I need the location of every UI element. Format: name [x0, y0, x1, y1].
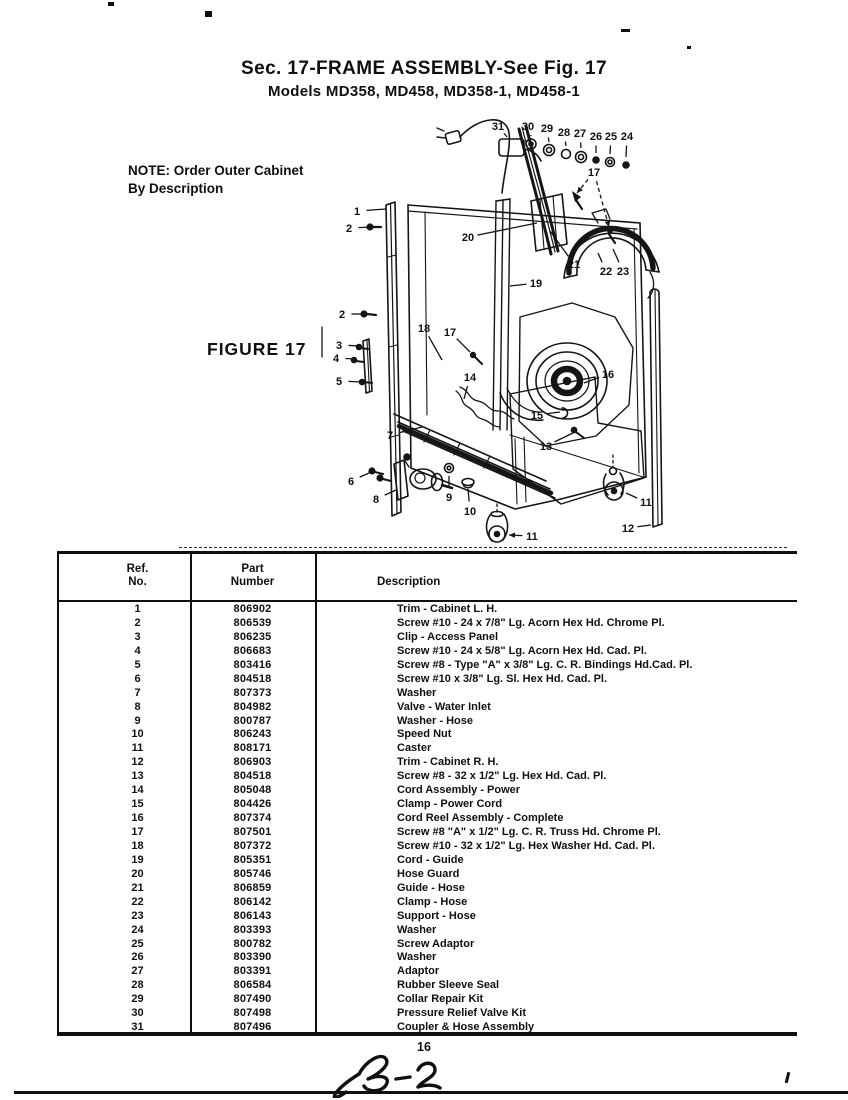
cell-part: 803390 — [233, 951, 272, 964]
table-row — [59, 979, 797, 993]
cell-ref: 21 — [131, 881, 144, 894]
table-row — [59, 715, 797, 729]
scan-mark — [785, 1072, 790, 1083]
figure-callout: 17 — [443, 327, 457, 339]
callout-leader — [510, 284, 527, 286]
callout-leader — [565, 141, 566, 146]
table-row — [59, 951, 797, 965]
figure-callout: 6 — [347, 476, 355, 488]
figure-callout: 3 — [335, 340, 343, 352]
table-row — [59, 1021, 797, 1035]
callout-leader — [358, 227, 372, 228]
figure-callout: 7 — [386, 430, 394, 442]
table-row — [59, 659, 797, 673]
table-row — [59, 938, 797, 952]
callout-leader — [348, 345, 360, 346]
callout-leader — [626, 493, 637, 498]
cell-part: 807373 — [233, 686, 272, 699]
cell-desc: Screw #8 "A" x 1/2" Lg. C. R. Truss Hd. Chrome Pl. — [397, 826, 661, 838]
figure-callout: 22 — [599, 266, 613, 278]
cell-part: 806235 — [233, 630, 272, 643]
table-row — [59, 924, 797, 938]
table-row — [59, 965, 797, 979]
cell-desc: Trim - Cabinet R. H. — [397, 756, 499, 769]
cell-part: 806243 — [233, 728, 272, 741]
cell-desc: Clamp - Power Cord — [397, 798, 503, 811]
cell-ref: 23 — [131, 909, 144, 922]
table-row — [59, 812, 797, 826]
table-row — [59, 673, 797, 687]
cell-ref: 24 — [131, 923, 144, 936]
cell-part: 806859 — [233, 881, 272, 894]
cell-ref: 19 — [131, 853, 144, 866]
scan-speck — [687, 46, 691, 49]
figure-callout: 8 — [372, 494, 380, 506]
cell-desc: Trim - Cabinet L. H. — [397, 603, 498, 615]
cell-desc: Screw #8 - Type "A" x 3/8" Lg. C. R. Bindings Hd.Cad. Pl. — [397, 658, 693, 671]
table-row — [59, 882, 797, 896]
order-note — [128, 162, 304, 198]
cell-part: 805746 — [233, 867, 272, 880]
cell-part: 804518 — [233, 672, 272, 685]
table-row — [59, 910, 797, 924]
callout-leader — [366, 209, 386, 210]
cell-desc: Pressure Relief Valve Kit — [397, 1007, 527, 1020]
cell-ref: 25 — [131, 937, 144, 950]
cell-ref: 4 — [134, 644, 141, 657]
callout-leader — [548, 137, 549, 142]
cell-ref: 31 — [131, 1021, 144, 1034]
cell-part: 807372 — [233, 839, 272, 852]
cell-desc: Washer — [397, 923, 437, 936]
cell-desc: Support - Hose — [397, 909, 476, 922]
cell-desc: Washer — [397, 951, 437, 964]
figure-callout: 20 — [461, 232, 475, 244]
cell-desc: Hose Guard — [397, 867, 460, 880]
figure-callout: 28 — [557, 127, 571, 139]
cell-desc: Rubber Sleeve Seal — [397, 979, 500, 992]
cell-ref: 15 — [131, 798, 144, 811]
scan-speck — [621, 29, 630, 32]
title-block — [0, 57, 848, 102]
figure-callout: 17 — [587, 167, 601, 179]
figure-callout: 4 — [332, 353, 340, 365]
cell-desc: Washer - Hose — [397, 714, 474, 727]
cell-part: 806142 — [233, 895, 272, 908]
note-line1: NOTE: Order Outer Cabinet — [128, 163, 304, 178]
table-row — [59, 826, 797, 840]
cell-part: 806584 — [233, 979, 272, 992]
cell-ref: 18 — [131, 839, 144, 852]
figure-callout: 16 — [601, 369, 615, 381]
cell-ref: 10 — [131, 728, 144, 741]
callout-arrowhead — [509, 532, 515, 538]
cell-part: 805048 — [233, 784, 272, 797]
figure-callout: 12 — [621, 523, 635, 535]
cell-desc: Screw #8 - 32 x 1/2" Lg. Hex Hd. Cad. Pl. — [397, 770, 607, 783]
cell-ref: 2 — [134, 616, 141, 629]
cell-ref: 13 — [131, 770, 144, 783]
figure-callout: 13 — [539, 441, 553, 453]
table-row — [59, 687, 797, 701]
table-header — [59, 554, 797, 602]
cell-ref: 14 — [131, 784, 144, 797]
scan-speck — [205, 11, 212, 17]
cell-ref: 7 — [134, 686, 141, 699]
cell-part: 804426 — [233, 798, 272, 811]
cell-part: 806539 — [233, 616, 272, 629]
figure-callout: 25 — [604, 131, 618, 143]
table-row — [59, 742, 797, 756]
cell-part: 806902 — [233, 603, 272, 615]
cell-desc: Washer — [397, 686, 437, 699]
cell-part: 807374 — [233, 812, 272, 825]
cell-part: 808171 — [233, 742, 272, 755]
figure-callout: 15 — [530, 410, 544, 422]
figure-callout: 27 — [573, 128, 587, 140]
cell-ref: 11 — [131, 742, 144, 755]
cell-part: 803416 — [233, 658, 272, 671]
cell-desc: Clip - Access Panel — [397, 630, 499, 643]
cell-part: 803391 — [233, 965, 272, 978]
cell-desc: Screw #10 x 3/8" Lg. Sl. Hex Hd. Cad. Pl. — [397, 672, 608, 685]
figure-callout: 23 — [616, 266, 630, 278]
figure-callout: 10 — [463, 506, 477, 518]
cell-part: 807501 — [233, 826, 272, 838]
table-row — [59, 868, 797, 882]
parts-table — [57, 551, 797, 1036]
figure-callout: 30 — [521, 121, 535, 133]
table-row — [59, 784, 797, 798]
callout-leader — [348, 381, 362, 382]
cell-desc: Screw Adaptor — [397, 937, 475, 950]
callout-leader — [546, 412, 560, 414]
cell-desc: Valve - Water Inlet — [397, 700, 491, 713]
figure-callout: 11 — [640, 497, 652, 509]
table-row — [59, 798, 797, 812]
cell-desc: Clamp - Hose — [397, 895, 468, 908]
table-row — [59, 896, 797, 910]
cell-ref: 22 — [131, 895, 144, 908]
callout-leader — [504, 133, 507, 137]
cell-desc: Screw #10 - 32 x 1/2" Lg. Hex Washer Hd. Cad. Pl. — [397, 839, 655, 852]
table-row — [59, 854, 797, 868]
cell-part: 807498 — [233, 1007, 272, 1020]
cell-part: 807490 — [233, 993, 272, 1006]
header-part-number: Part Number — [230, 563, 275, 588]
cell-part: 800782 — [233, 937, 272, 950]
cell-part: 805351 — [233, 853, 272, 866]
page-number: 16 — [417, 1040, 431, 1054]
cell-desc: Cord Reel Assembly - Complete — [397, 812, 564, 825]
callout-leader — [598, 253, 602, 262]
table-row — [59, 701, 797, 715]
cell-part: 800787 — [233, 714, 272, 727]
table-row — [59, 993, 797, 1007]
cell-desc: Speed Nut — [397, 728, 452, 741]
cell-desc: Cord - Guide — [397, 853, 464, 866]
cell-ref: 12 — [131, 756, 144, 769]
cell-part: 804518 — [233, 770, 272, 783]
callout-leader — [637, 525, 651, 527]
figure-callout: 18 — [417, 323, 431, 335]
cell-desc: Cord Assembly - Power — [397, 784, 521, 797]
figure-callout: 2 — [345, 223, 353, 235]
cell-ref: 16 — [131, 812, 144, 825]
figure-callout: 14 — [463, 372, 477, 384]
note-line2: By Description — [128, 181, 224, 196]
cell-desc: Adaptor — [397, 965, 440, 978]
table-row — [59, 756, 797, 770]
cell-ref: 20 — [131, 867, 144, 880]
callout-leader — [477, 223, 537, 235]
cell-part: 803393 — [233, 923, 272, 936]
table-row — [59, 728, 797, 742]
cell-ref: 8 — [134, 700, 141, 713]
cell-desc: Coupler & Hose Assembly — [397, 1021, 535, 1034]
table-row — [59, 770, 797, 784]
models-subtitle: Models MD358, MD458, MD358-1, MD458-1 — [267, 83, 581, 100]
table-body — [59, 603, 797, 1035]
table-row — [59, 631, 797, 645]
callout-leader — [429, 336, 442, 360]
cell-part: 806683 — [233, 644, 272, 657]
cell-desc: Screw #10 - 24 x 5/8" Lg. Acorn Hex Hd. Cad. Pl. — [397, 644, 647, 657]
table-row — [59, 645, 797, 659]
scan-speck — [108, 2, 114, 6]
page-title: Sec. 17-FRAME ASSEMBLY-See Fig. 17 — [241, 58, 607, 79]
figure-callout: 5 — [335, 376, 343, 388]
cell-ref: 6 — [134, 672, 141, 685]
cell-part: 804982 — [233, 700, 272, 713]
cell-ref: 26 — [131, 951, 144, 964]
cell-ref: 30 — [131, 1007, 144, 1020]
figure-callout: 29 — [540, 123, 554, 135]
cell-desc: Collar Repair Kit — [397, 993, 484, 1006]
cell-ref: 5 — [134, 658, 141, 671]
figure-callout: 11 — [526, 531, 538, 543]
table-row — [59, 617, 797, 631]
cell-desc: Guide - Hose — [397, 881, 465, 894]
cell-desc: Caster — [397, 742, 432, 755]
callout-leader — [626, 145, 627, 157]
header-description: Description — [377, 576, 441, 588]
figure-callout: 24 — [620, 131, 634, 143]
cell-ref: 28 — [131, 979, 144, 992]
cell-part: 806143 — [233, 909, 272, 922]
cell-ref: 17 — [131, 826, 144, 838]
cell-ref: 3 — [134, 630, 141, 643]
figure-label: FIGURE 17 — [207, 339, 307, 359]
cell-ref: 1 — [134, 603, 141, 615]
figure-callout: 19 — [529, 278, 543, 290]
cell-part: 807496 — [233, 1021, 272, 1034]
callout-leader — [457, 339, 470, 352]
callout-leader — [613, 249, 619, 262]
figure-callout: 9 — [445, 492, 453, 504]
figure-callout: 2 — [338, 309, 346, 321]
cell-desc: Screw #10 - 24 x 7/8" Lg. Acorn Hex Hd. Chrome Pl. — [397, 616, 665, 629]
frame-assembly-diagram — [310, 105, 705, 560]
cell-ref: 27 — [131, 965, 144, 978]
figure-callout: 21 — [567, 259, 581, 271]
table-row — [59, 603, 797, 617]
cell-ref: 9 — [134, 714, 141, 727]
cell-part: 806903 — [233, 756, 272, 769]
figure-callout: 26 — [589, 131, 603, 143]
figure-callout: 31 — [491, 121, 505, 133]
bottom-rule — [14, 1091, 848, 1094]
callout-leader — [360, 473, 369, 477]
callout-leader — [345, 358, 356, 359]
figure-callout: 1 — [353, 206, 361, 218]
table-row — [59, 1007, 797, 1021]
callout-leader — [385, 490, 396, 495]
cell-ref: 29 — [131, 993, 144, 1006]
header-ref-no: Ref. No. — [126, 563, 149, 588]
table-row — [59, 840, 797, 854]
